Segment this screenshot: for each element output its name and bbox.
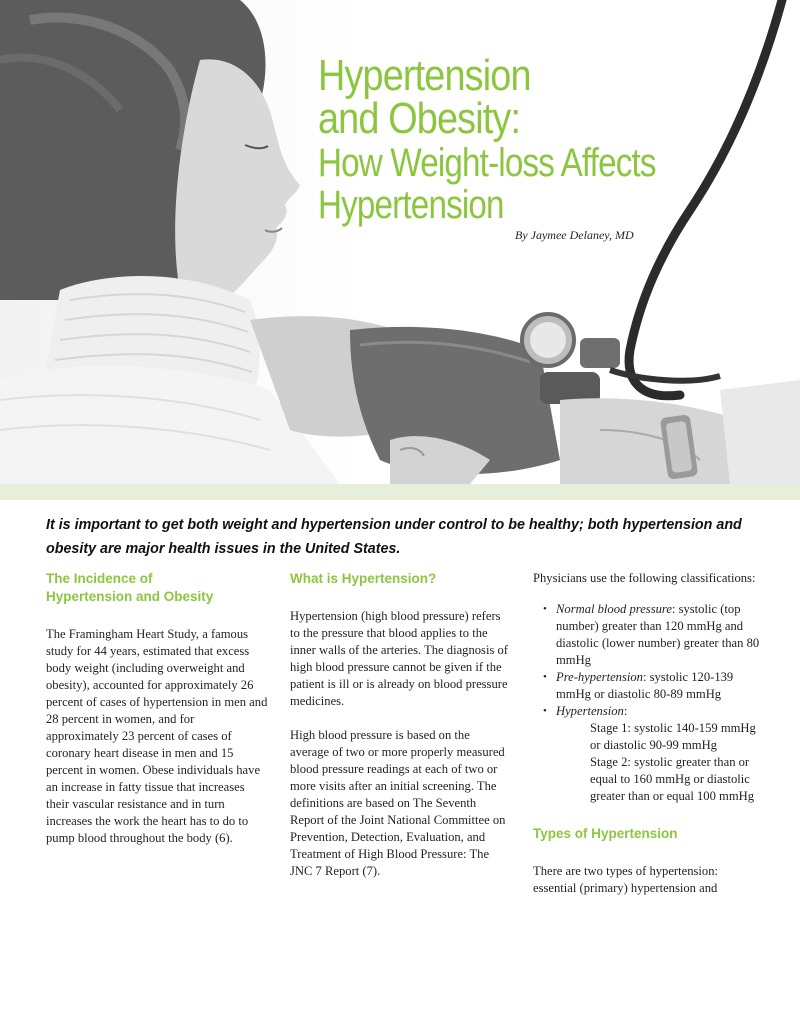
title-line-1: Hypertension <box>318 51 531 100</box>
stage-list <box>556 720 763 805</box>
divider-band <box>0 484 800 500</box>
stage-1: Stage 1: systolic 140-159 mmHg or diastolic 90-99 mmHg <box>590 721 756 752</box>
section-heading-types: Types of Hypertension <box>533 826 678 841</box>
paragraph: The Framingham Heart Study, a famous study for 44 years, estimated that excess body weight (including overweight and obesity), accounted for approximately 26 percent of cases of hypertension in men and 28 percent in women, and for approximately 23 percent of cases of coronary heart disease in men and 15 percent in women. Obese individuals have an increase in fatty tissue that increases their vascular resistance and in turn increases the work the heart has to do to pump blood throughout the body (6). <box>46 627 268 845</box>
list-item <box>543 703 763 805</box>
term: Hypertension <box>556 704 624 718</box>
title-line-3: How Weight-loss Affects <box>318 141 656 185</box>
intro-lede: It is important to get both weight and hypertension under control to be healthy; both hypertension and obesity are major health issues in the United States. <box>46 517 742 557</box>
title-line-2: and Obesity: <box>318 94 521 143</box>
article-title <box>318 51 725 227</box>
term: Normal blood pressure <box>556 602 672 616</box>
heading-line: Hypertension and Obesity <box>46 589 214 604</box>
paragraph: Hypertension (high blood pressure) refers to the pressure that blood applies to the inner walls of the arteries. The diagnosis of high blood pressure cannot be given if the patient is ill or is already on blood pressure medicines. <box>290 609 508 708</box>
section-heading-what-is-hypertension: What is Hypertension? <box>290 571 437 586</box>
hero-photo <box>0 0 800 484</box>
heading-line: The Incidence of <box>46 571 153 586</box>
column-1 <box>46 570 268 847</box>
column-3 <box>533 570 763 897</box>
list-item <box>543 601 763 669</box>
byline: By Jaymee Delaney, MD <box>515 228 634 242</box>
list-item <box>543 669 763 703</box>
term: Pre-hypertension <box>556 670 643 684</box>
stage-2: Stage 2: systolic greater than or equal to 160 mmHg or diastolic greater than or equal 100 mmHg <box>590 755 755 803</box>
classification-lead: Physicians use the following classifications: <box>533 571 756 585</box>
paragraph: High blood pressure is based on the average of two or more properly measured blood pressure readings at each of two or more visits after an initial screening. The definitions are based on The Seventh Report of the Joint National Committee on Prevention, Detection, Evaluation, and Treatment of High Blood Pressure: The JNC 7 Report (7). <box>290 728 506 878</box>
definition: : systolic 120-139 mmHg or diastolic 80-89 mmHg <box>556 670 734 701</box>
section-heading-incidence <box>46 570 268 606</box>
definition: : <box>623 704 628 718</box>
paragraph: There are two types of hypertension: essential (primary) hypertension and <box>533 864 718 895</box>
column-2 <box>290 570 512 880</box>
definition: : systolic (top number) greater than 120 mmHg and diastolic (lower number) greater than 80 mmHg <box>556 602 760 667</box>
title-line-4: Hypertension <box>318 183 504 227</box>
classification-list <box>533 601 763 805</box>
